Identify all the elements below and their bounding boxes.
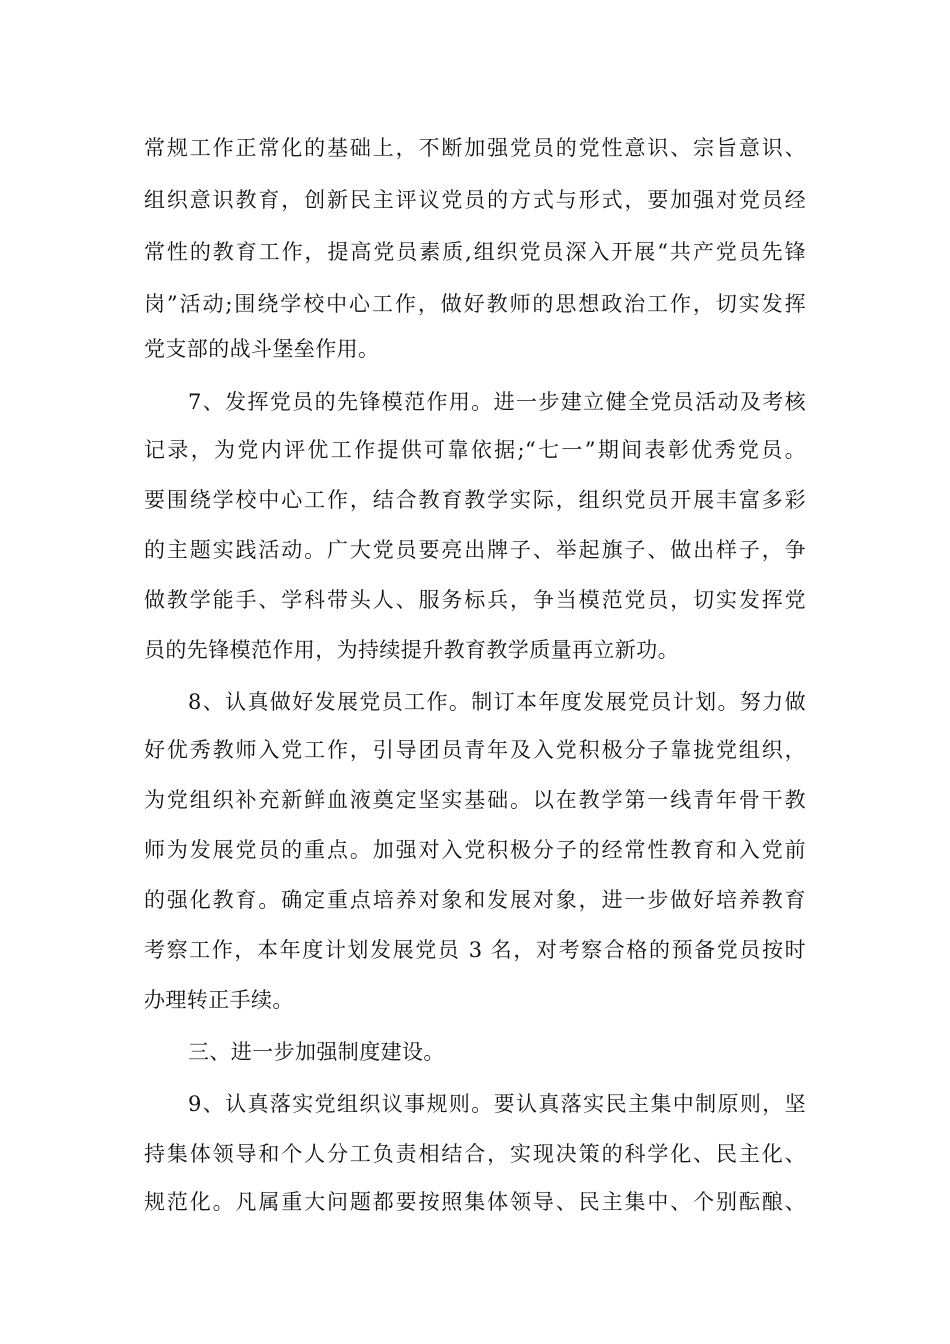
paragraph-9-start: 9、认真落实党组织议事规则。要认真落实民主集中制原则，坚 (188, 1092, 806, 1116)
text-line: 员的先锋模范作用，为持续提升教育教学质量再立新功。 (144, 638, 679, 662)
text-line: 规范化。凡属重大问题都要按照集体领导、民主集中、个别酝酿、 (144, 1190, 806, 1214)
text-line: 师为发展党员的重点。加强对入党积极分子的经常性教育和入党前 (144, 838, 806, 862)
text-line: 要围绕学校中心工作，结合教育教学实际，组织党员开展丰富多彩 (144, 488, 806, 512)
paragraph-8-start: 8、认真做好发展党员工作。制订本年度发展党员计划。努力做 (188, 690, 806, 714)
text-line: 常性的教育工作，提高党员素质,组织党员深入开展“共产党员先锋 (144, 240, 806, 264)
text-line: 岗”活动;围绕学校中心工作，做好教师的思想政治工作，切实发挥 (144, 292, 806, 316)
text-line: 考察工作，本年度计划发展党员 3 名，对考察合格的预备党员按时 (144, 938, 806, 962)
text-line: 常规工作正常化的基础上，不断加强党员的党性意识、宗旨意识、 (144, 136, 806, 160)
text-line: 持集体领导和个人分工负责相结合，实现决策的科学化、民主化、 (144, 1142, 806, 1166)
text-line: 为党组织补充新鲜血液奠定坚实基础。以在教学第一线青年骨干教 (144, 788, 806, 812)
text-line: 做教学能手、学科带头人、服务标兵，争当模范党员，切实发挥党 (144, 588, 806, 612)
text-line: 的强化教育。确定重点培养对象和发展对象，进一步做好培养教育 (144, 888, 806, 912)
paragraph-7-start: 7、发挥党员的先锋模范作用。进一步建立健全党员活动及考核 (188, 390, 806, 414)
text-line: 的主题实践活动。广大党员要亮出牌子、举起旗子、做出样子，争 (144, 538, 806, 562)
text-line: 办理转正手续。 (144, 988, 294, 1012)
text-line: 好优秀教师入党工作，引导团员青年及入党积极分子靠拢党组织， (144, 738, 806, 762)
text-line: 组织意识教育，创新民主评议党员的方式与形式，要加强对党员经 (144, 188, 806, 212)
text-line: 记录，为党内评优工作提供可靠依据;“七一”期间表彰优秀党员。 (144, 438, 806, 462)
text-line: 党支部的战斗堡垒作用。 (144, 337, 380, 361)
section-heading: 三、进一步加强制度建设。 (188, 1040, 445, 1064)
